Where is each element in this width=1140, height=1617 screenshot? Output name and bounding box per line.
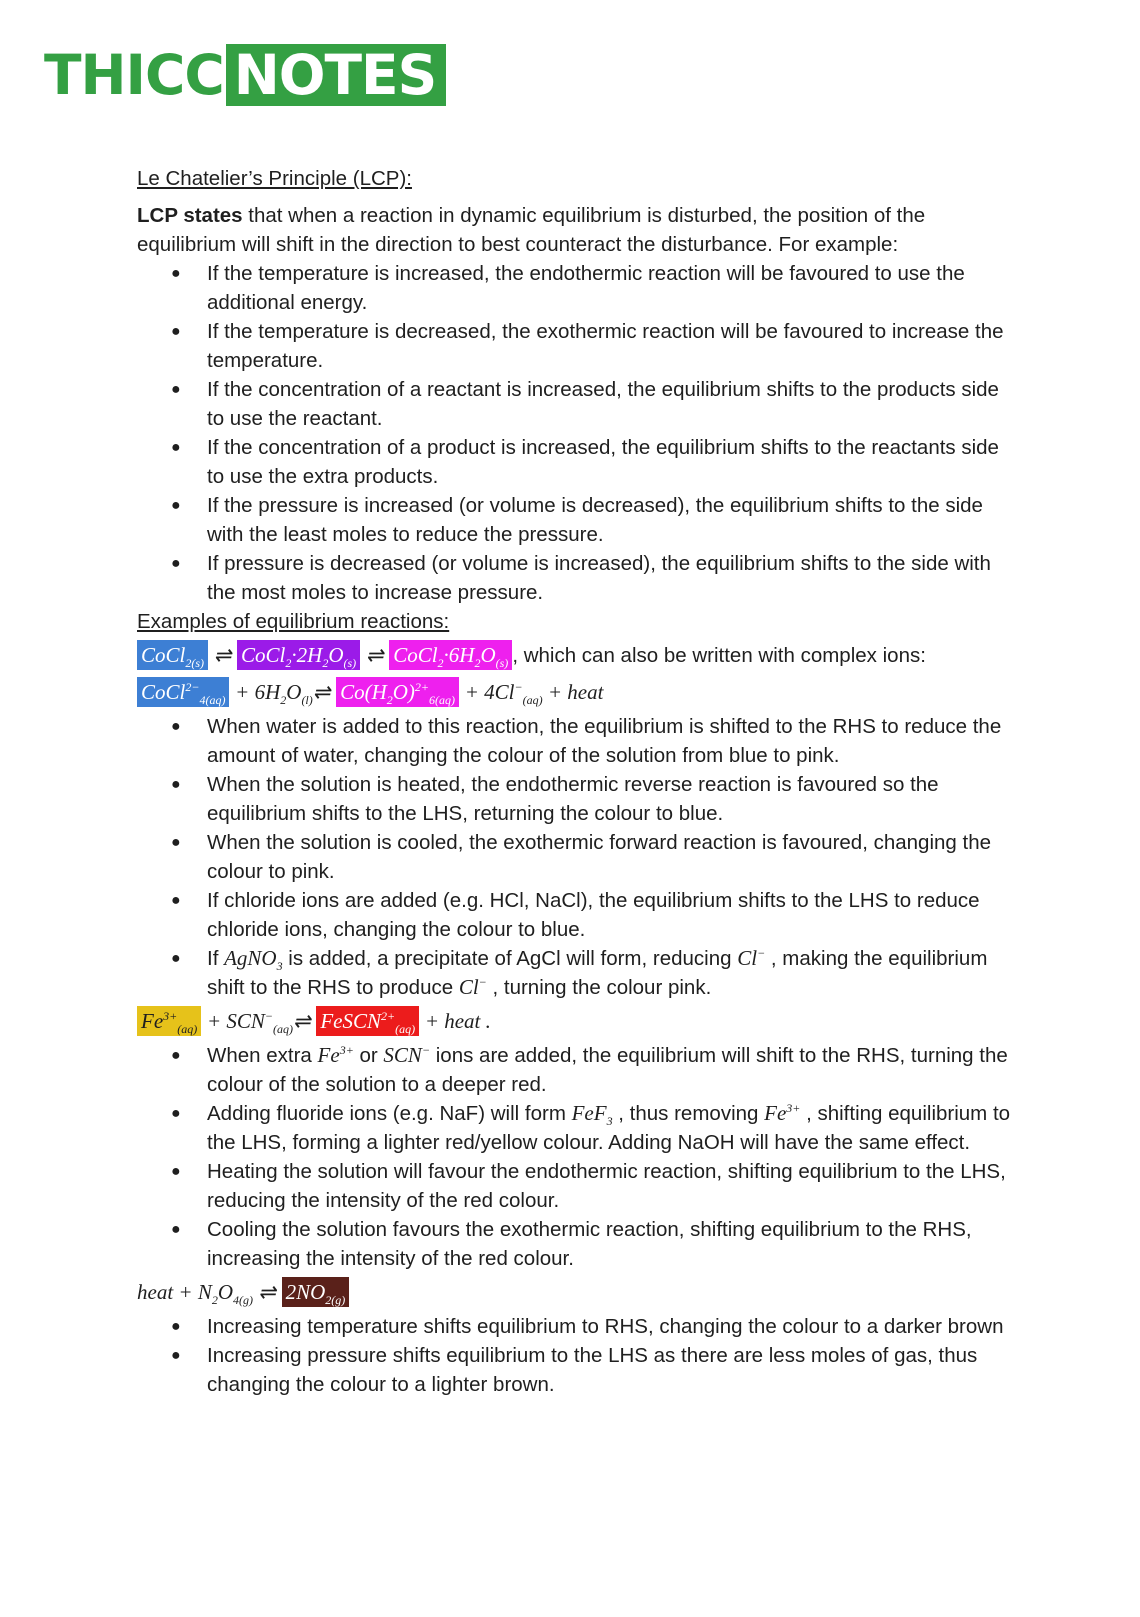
logo-notes: NOTES: [226, 44, 447, 106]
cobalt-complex-end: + $4Cl^-_{(aq)}$ + heat: [464, 680, 604, 708]
logo-thicc: THICC: [44, 43, 224, 107]
equation-iron-thiocyanate: [137, 1004, 1017, 1039]
lcp-bullet: ● If the temperature is decreased, the exothermic reaction will be favoured to increase the temperature.: [207, 317, 1017, 375]
agno3-text-3: , making the equilibrium shift to the RHS to produce: [207, 947, 988, 999]
agno3-text-1: If: [207, 947, 225, 970]
no2-bullet: ● Increasing pressure shifts equilibrium to the LHS as there are less moles of gas, thus changing the colour to a lighter brown.: [207, 1341, 1017, 1399]
cocl2-dihydrate-highlight: $CoCl_2\cdot 2H_2O_{(s)}$: [237, 640, 360, 670]
fe3-formula: $Fe^{3+}$: [317, 1043, 354, 1067]
cobalt-bullet-list: [137, 712, 1017, 1002]
agno3-text-4: , turning the colour pink.: [486, 976, 712, 999]
fe3-formula: $Fe^{3+}$: [764, 1101, 801, 1125]
cocl2-anhydrous-highlight: CoCl$_{2(s)}$: [137, 640, 208, 670]
thiccnotes-logo: [44, 44, 446, 106]
iron-thiocyanate-middle: + $SCN^-_{(aq)}\rightleftharpoons$: [206, 1009, 311, 1037]
iron-bullet-list: [137, 1041, 1017, 1273]
no2-lhs: heat + $N_2O_{4(g)}$ ⇌: [137, 1280, 276, 1308]
cobalt-hexaaqua-highlight: $Co(H_2O)^{2+}_{6(aq)}$: [336, 677, 459, 707]
cobalt-complex-middle: + $6H_2O_{(l)}\rightleftharpoons$: [235, 680, 331, 708]
equilibrium-arrow: ⇌: [213, 643, 232, 667]
lcp-intro: [137, 201, 1017, 259]
agno3-bullet: [207, 944, 1017, 1002]
fescn-highlight: FeSCN$^{2+}_{(aq)}$: [316, 1006, 419, 1036]
iron-bullet: ● Cooling the solution favours the exothermic reaction, shifting equilibrium to the RHS, increasing the intensity of the red colour.: [207, 1215, 1017, 1273]
iron-b1-text-2: or: [353, 1044, 384, 1067]
cobalt-bullet: ● When the solution is heated, the endothermic reverse reaction is favoured so the equilibrium shifts to the LHS, returning the colour to blue.: [207, 770, 1017, 828]
agno3-text-2: is added, a precipitate of AgCl will form, reducing: [282, 947, 738, 970]
chloride-formula: Cl−: [458, 975, 487, 999]
lcp-intro-text: that when a reaction in dynamic equilibrium is disturbed, the position of the equilibrium will shift in the direction to best counteract the disturbance. For example:: [137, 204, 926, 256]
no2-bullet: ● Increasing temperature shifts equilibrium to RHS, changing the colour to a darker brown: [207, 1312, 1017, 1341]
lcp-bullet: ● If the concentration of a reactant is increased, the equilibrium shifts to the products side to use the reactant.: [207, 375, 1017, 433]
iron-bullet: ● Heating the solution will favour the endothermic reaction, shifting equilibrium to the LHS, reducing the intensity of the red colour.: [207, 1157, 1017, 1215]
cocl4-highlight: CoCl$^{2-}_{4(aq)}$: [137, 677, 229, 707]
fef3-formula: FeF$_3$: [571, 1101, 613, 1129]
agno3-formula: AgNO$_3$: [224, 946, 283, 974]
chloride-formula: Cl−: [737, 946, 766, 970]
iron-b2-text-1: Adding fluoride ions (e.g. NaF) will form: [207, 1102, 572, 1125]
cobalt-bullet: ● When the solution is cooled, the exothermic forward reaction is favoured, changing the colour to pink.: [207, 828, 1017, 886]
notes-content: [137, 164, 1017, 1399]
lcp-bullet: ● If the pressure is increased (or volume is decreased), the equilibrium shifts to the side with the least moles to reduce the pressure.: [207, 491, 1017, 549]
cocl2-hexahydrate-highlight: $CoCl_2\cdot 6H_2O_{(s)}$: [389, 640, 512, 670]
lcp-bullet: ● If the temperature is increased, the endothermic reaction will be favoured to use the additional energy.: [207, 259, 1017, 317]
cobalt-bullet: ● When water is added to this reaction, the equilibrium is shifted to the RHS to reduce the amount of water, changing the colour of the solution from blue to pink.: [207, 712, 1017, 770]
heading-lcp: Le Chatelier’s Principle (LCP):: [137, 167, 412, 190]
iron-thiocyanate-end: + heat .: [424, 1009, 491, 1033]
lcp-bullet-list: [137, 259, 1017, 607]
iron-b2-text-2: , thus removing: [612, 1102, 765, 1125]
scn-formula: SCN−: [383, 1043, 431, 1067]
iron-b2-text-3: , shifting equilibrium to the LHS, forming a lighter red/yellow colour. Adding NaOH will have the same effect.: [207, 1102, 1011, 1154]
lcp-intro-bold: LCP states: [137, 204, 243, 227]
equation-cobalt-hydration: [137, 638, 1017, 673]
equation-cobalt-complex: [137, 675, 1017, 710]
iron-bullet: [207, 1099, 1017, 1157]
iron-b1-text-1: When extra: [207, 1044, 318, 1067]
equilibrium-arrow: ⇌: [365, 643, 384, 667]
cobalt-bullet: ● If chloride ions are added (e.g. HCl, NaCl), the equilibrium shifts to the LHS to reduce chloride ions, changing the colour to blue.: [207, 886, 1017, 944]
lcp-bullet: ● If the concentration of a product is increased, the equilibrium shifts to the reactants side to use the extra products.: [207, 433, 1017, 491]
no2-highlight: $2NO_{2(g)}$: [282, 1277, 350, 1307]
iron-b1-text-3: ions are added, the equilibrium will shift to the RHS, turning the colour of the solution to a deeper red.: [207, 1044, 1008, 1096]
fe3-highlight: $Fe^{3+}_{(aq)}$: [137, 1006, 201, 1036]
iron-bullet: [207, 1041, 1017, 1099]
equation-nitrogen-dioxide: [137, 1275, 1017, 1310]
heading-examples: Examples of equilibrium reactions:: [137, 610, 450, 633]
no2-bullet-list: [137, 1312, 1017, 1399]
eq1-tail: , which can also be written with complex ions:: [512, 644, 926, 667]
lcp-bullet: ● If pressure is decreased (or volume is increased), the equilibrium shifts to the side with the most moles to increase pressure.: [207, 549, 1017, 607]
